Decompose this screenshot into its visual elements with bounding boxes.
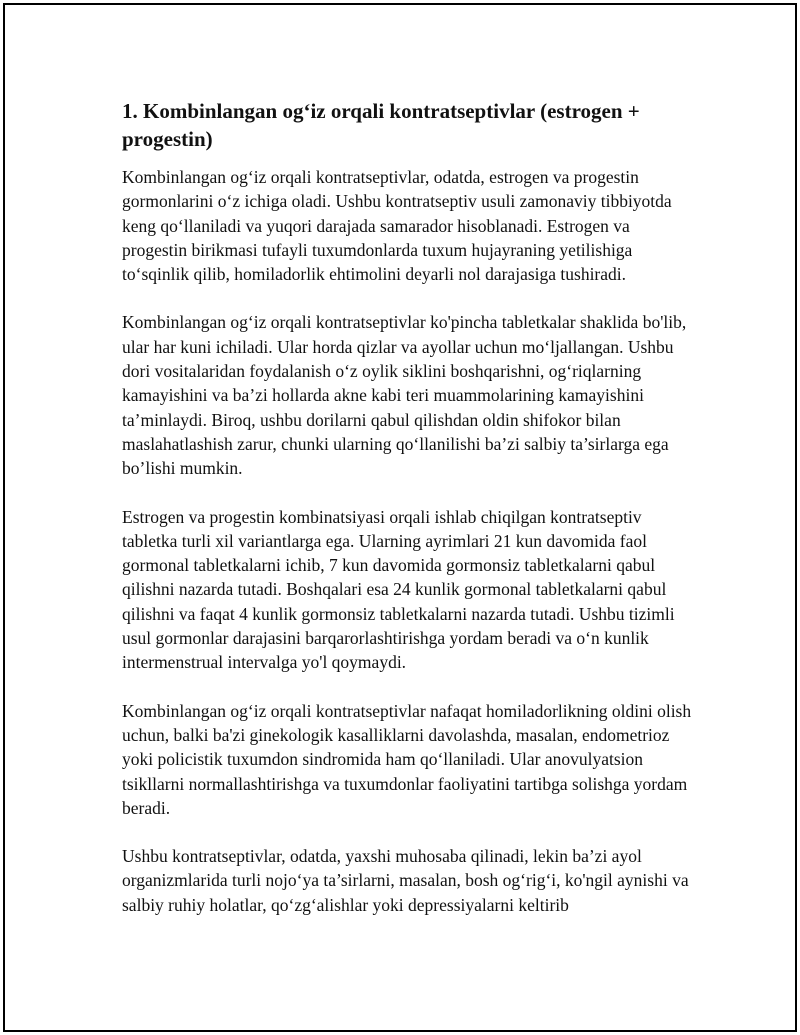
page-frame — [3, 3, 797, 1032]
paragraph-4: Kombinlangan og‘iz orqali kontratseptivlar nafaqat homiladorlikning oldini olish uchun, balki ba'zi ginekologik kasalliklarni davolashda, masalan, endometrioz yoki policistik tuxumdon sindromida ham qo‘llaniladi. Ular anovulyatsion tsikllarni normallashtirishga va tuxumdonlar faoliyatini tartibga solishga yordam beradi. — [122, 700, 692, 818]
paragraph-5: Ushbu kontratseptivlar, odatda, yaxshi muhosaba qilinadi, lekin ba’zi ayol organizmlarida turli nojo‘ya ta’sirlarni, masalan, bosh og‘rig‘i, ko'ngil aynishi va salbiy ruhiy holatlar, qo‘zg‘alishlar yoki depressiyalarni keltirib — [122, 846, 689, 915]
section-heading: 1. Kombinlangan og‘iz orqali kontratseptivlar (estrogen + progestin) — [122, 99, 640, 151]
document-body — [122, 97, 697, 941]
paragraph-1: Kombinlangan og‘iz orqali kontratseptivlar, odatda, estrogen va progestin gormonlarini o‘z ichiga oladi. Ushbu kontratseptiv usuli zamonaviy tibbiyotda keng qo‘llaniladi va yuqori darajada samarador hisoblanadi. Estrogen va progestin birikmasi tufayli tuxumdonlarda tuxum hujayraning yetilishiga to‘sqinlik qilib, homiladorlik ehtimolini deyarli nol darajasiga tushiradi. — [122, 167, 672, 285]
paragraph-3: Estrogen va progestin kombinatsiyasi orqali ishlab chiqilgan kontratseptiv tabletka turli xil variantlarga ega. Ularning ayrimlari 21 kun davomida faol gormonal tabletkalarni ichib, 7 kun davomida gormonsiz tabletkalarni qabul qilishni nazarda tutadi. Boshqalari esa 24 kunlik gormonal tabletkalarni qabul qilishni va faqat 4 kunlik gormonsiz tabletkalarni nazarda tutadi. Ushbu tizimli usul gormonlar darajasini barqarorlashtirishga yordam beradi va o‘n kunlik intermenstrual intervalga yo'l qoymaydi. — [122, 506, 675, 673]
paragraph-2: Kombinlangan og‘iz orqali kontratseptivlar ko'pincha tabletkalar shaklida bo'lib, ular har kuni ichiladi. Ular horda qizlar va ayollar uchun mo‘ljallangan. Ushbu dori vositalaridan foydalanish o‘z oylik siklini boshqarishni, og‘riqlarning kamayishini va ba’zi hollarda akne kabi teri muammolarining kamayishini ta’minlaydi. Biroq, ushbu dorilarni qabul qilishdan oldin shifokor bilan maslahatlashish zarur, chunki ularning qo‘llanilishi ba’zi salbiy ta’sirlarga ega bo’lishi mumkin. — [122, 312, 687, 479]
